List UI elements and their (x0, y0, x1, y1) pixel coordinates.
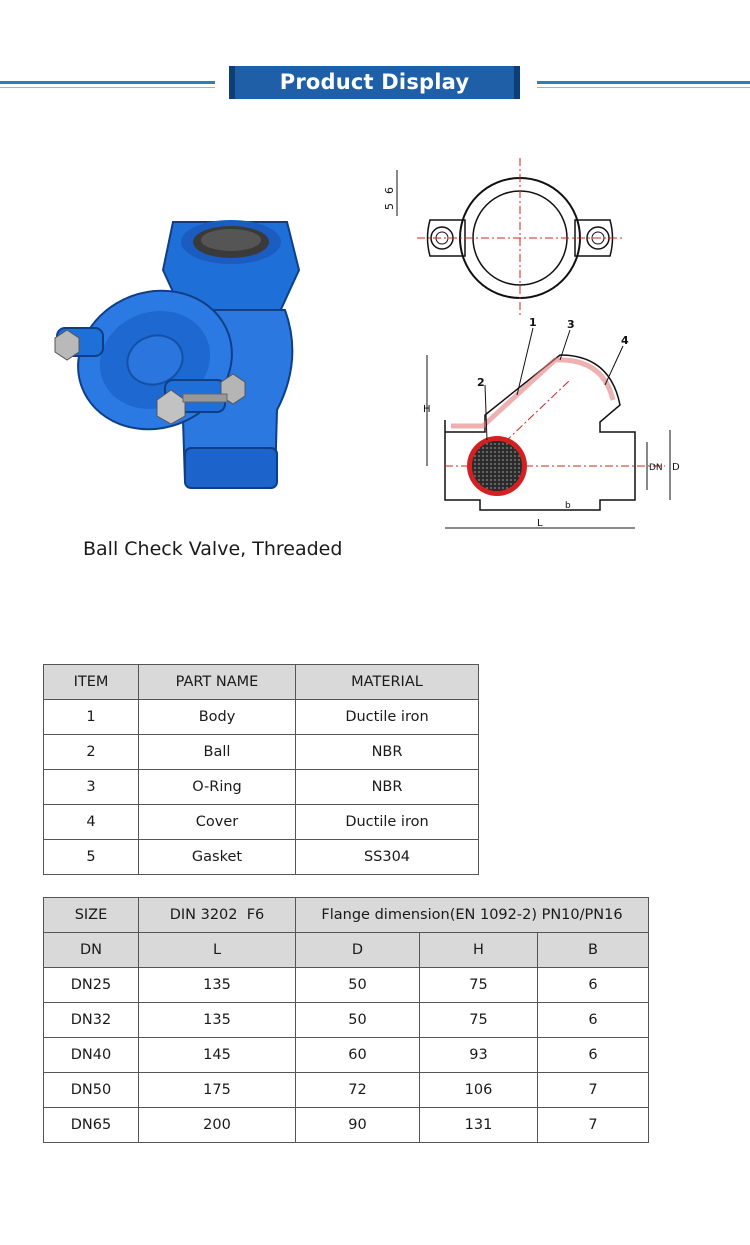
dim-label-l: L (537, 518, 543, 529)
cell: 93 (420, 1038, 538, 1073)
cell: 145 (139, 1038, 296, 1073)
dims-header-h: H (420, 933, 538, 968)
cell: O-Ring (139, 770, 296, 805)
dim-label-5: 5 (383, 203, 396, 210)
callout-4: 4 (621, 334, 629, 347)
dims-header-size: SIZE (44, 898, 139, 933)
cell: 6 (538, 968, 649, 1003)
page-title: Product Display (279, 70, 470, 94)
table-row (44, 1038, 649, 1073)
parts-header-material: MATERIAL (296, 665, 479, 700)
cell: 106 (420, 1073, 538, 1108)
header-rule-right-thin (537, 87, 750, 88)
header-rule-right (537, 81, 750, 84)
dims-header-flange: Flange dimension(EN 1092-2) PN10/PN16 (296, 898, 649, 933)
cell: Ductile iron (296, 805, 479, 840)
dim-label-b: b (565, 501, 571, 511)
cell: Gasket (139, 840, 296, 875)
dim-label-dn: DN (649, 463, 663, 473)
cell: DN50 (44, 1073, 139, 1108)
table-row (44, 1073, 649, 1108)
cell: 72 (296, 1073, 420, 1108)
cell: 2 (44, 735, 139, 770)
parts-header-item: ITEM (44, 665, 139, 700)
table-row (44, 700, 479, 735)
dims-header-dn: DN (44, 933, 139, 968)
cell: 7 (538, 1108, 649, 1143)
cell: NBR (296, 770, 479, 805)
dim-label-d: D (672, 462, 680, 473)
cell: Ball (139, 735, 296, 770)
cell: 75 (420, 1003, 538, 1038)
dim-label-6: 6 (383, 187, 396, 194)
cell: DN25 (44, 968, 139, 1003)
cell: 7 (538, 1073, 649, 1108)
cell: DN32 (44, 1003, 139, 1038)
parts-table (43, 664, 479, 875)
header-rule-left-thin (0, 87, 215, 88)
cell: 135 (139, 968, 296, 1003)
cell: 50 (296, 968, 420, 1003)
cell: NBR (296, 735, 479, 770)
header-banner (229, 66, 520, 99)
cell: 3 (44, 770, 139, 805)
cell: 75 (420, 968, 538, 1003)
cell: 90 (296, 1108, 420, 1143)
product-image (45, 210, 315, 500)
cell: 131 (420, 1108, 538, 1143)
header-rule-left (0, 81, 215, 84)
callout-3: 3 (567, 318, 575, 331)
cell: 1 (44, 700, 139, 735)
dim-label-h: H (423, 404, 431, 415)
table-row (44, 840, 479, 875)
dims-header-row-1 (44, 898, 649, 933)
section-view (423, 316, 680, 529)
cell: Body (139, 700, 296, 735)
dims-header-din: DIN 3202 F6 (139, 898, 296, 933)
cell: DN40 (44, 1038, 139, 1073)
cell: 6 (538, 1003, 649, 1038)
cell: 60 (296, 1038, 420, 1073)
product-caption: Ball Check Valve, Threaded (83, 538, 343, 560)
dims-header-l: L (139, 933, 296, 968)
parts-header-part-name: PART NAME (139, 665, 296, 700)
table-row (44, 805, 479, 840)
dimensions-table (43, 897, 649, 1143)
callout-1: 1 (529, 316, 537, 329)
cell: Ductile iron (296, 700, 479, 735)
dims-header-row-2 (44, 933, 649, 968)
cell: 5 (44, 840, 139, 875)
dims-header-b: B (538, 933, 649, 968)
cell: SS304 (296, 840, 479, 875)
cell: 135 (139, 1003, 296, 1038)
cell: 6 (538, 1038, 649, 1073)
cell: 50 (296, 1003, 420, 1038)
table-row (44, 770, 479, 805)
table-row (44, 1003, 649, 1038)
cell: 4 (44, 805, 139, 840)
cell: DN65 (44, 1108, 139, 1143)
cell: Cover (139, 805, 296, 840)
table-row (44, 1108, 649, 1143)
callout-2: 2 (477, 376, 485, 389)
cell: 175 (139, 1073, 296, 1108)
table-row (44, 735, 479, 770)
dims-header-d: D (296, 933, 420, 968)
top-view (383, 158, 625, 318)
technical-drawing (385, 150, 695, 540)
cell: 200 (139, 1108, 296, 1143)
table-row (44, 968, 649, 1003)
parts-header-row (44, 665, 479, 700)
